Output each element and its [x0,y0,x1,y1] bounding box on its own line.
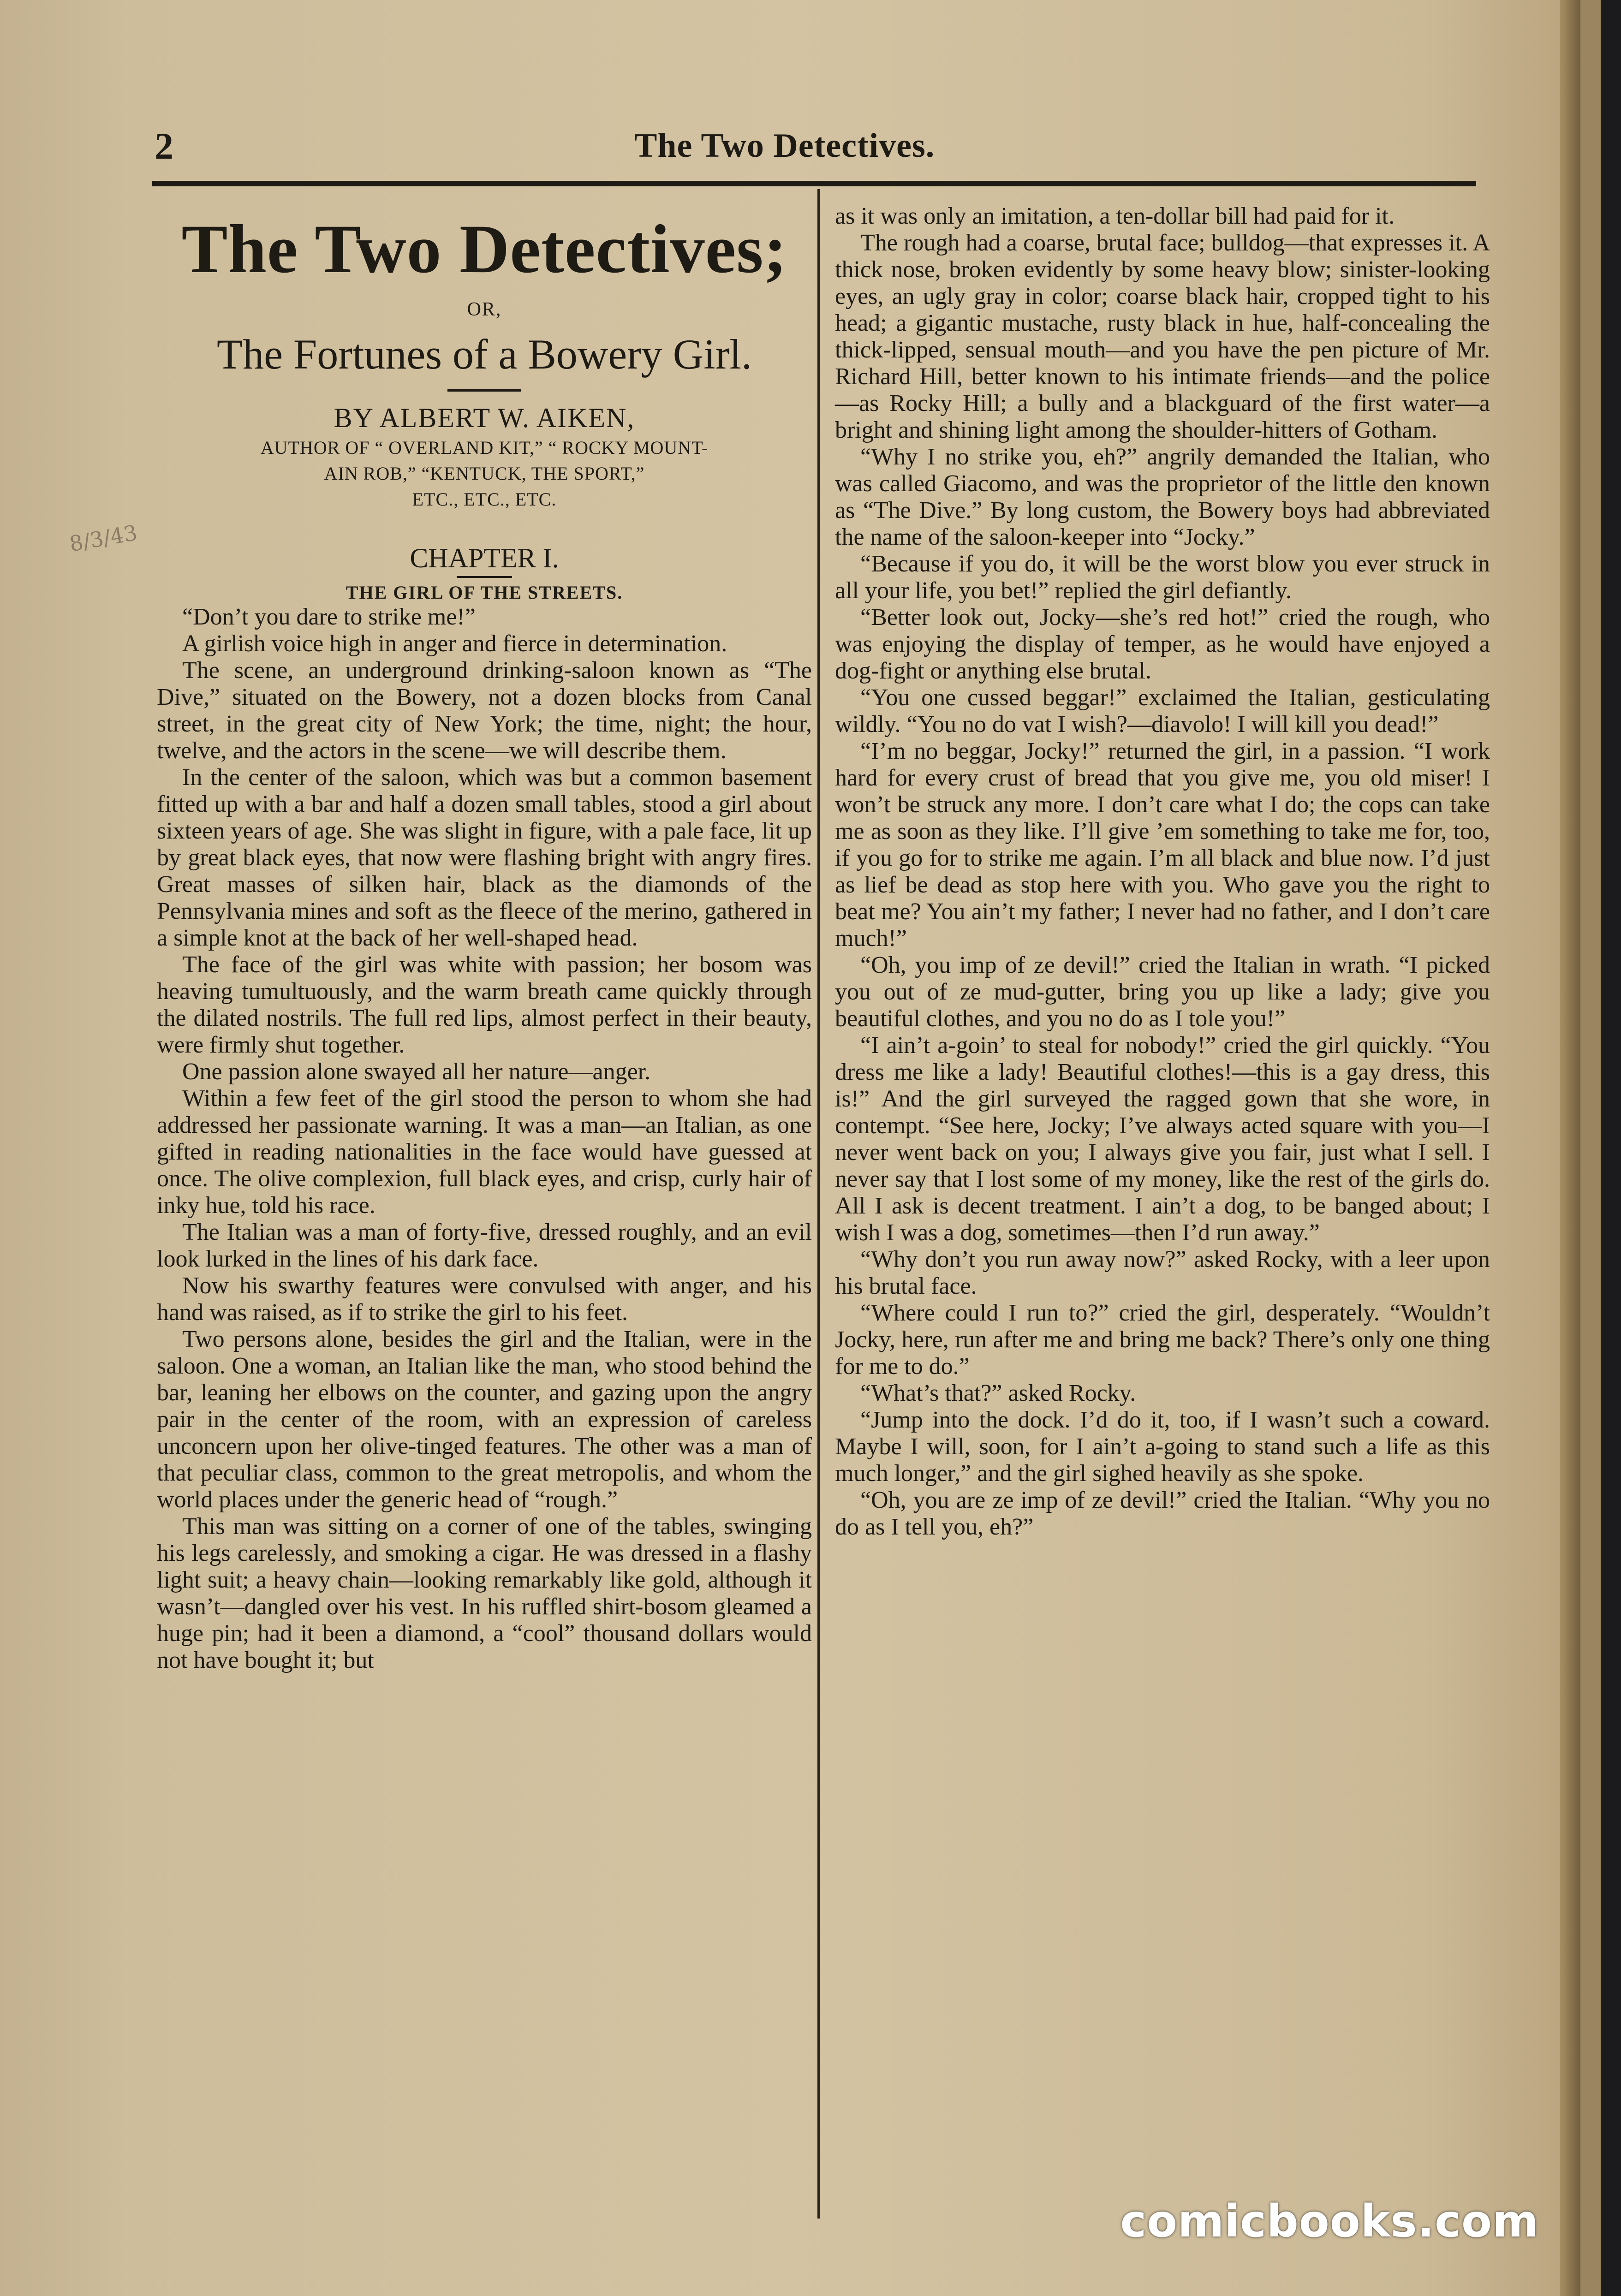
paragraph: Two persons alone, besides the girl and the Italian, were in the saloon. One a woman, an Italian like the man, who stood behind the bar, leaning her elbows on the counter, and gazing upon the angry pair in the center of the room, with an expression of careless unconcern upon her olive-tinged features. The other was a man of that peculiar class, common to the great metropolis, and whom the world places under the generic head of “rough.” [157,1326,812,1513]
paragraph: “Don’t you dare to strike me!” [182,604,476,630]
paragraph: The face of the girl was white with passion; her bosom was heaving tumultuously, and the warm breath came quickly through the dilated nostrils. The full red lips, almost perfect in their beauty, were firmly shut together. [157,952,812,1058]
paragraph: In the center of the saloon, which was but a common basement fitted up with a bar and half a dozen small tables, stood a girl about sixteen years of age. She was slight in figure, with a pale face, lit up by great black eyes, that now were flashing bright with angry fires. Great masses of silken hair, black as the diamonds of the Pennsylvania mines and soft as the fleece of the merino, gathered in a simple knot at the back of her well-shaped head. [157,764,812,951]
page-number: 2 [155,125,173,167]
paragraph: A girlish voice high in anger and fierce in determination. [182,631,727,657]
paragraph: “Oh, you are ze imp of ze devil!” cried the Italian. “Why you no do as I tell you, eh?” [835,1487,1490,1540]
or-line: OR, [467,299,502,320]
paragraph: “I’m no beggar, Jocky!” returned the girl, in a passion. “I work hard for every crust of bread that you give me, you old miser! I won’t be struck any more. I don’t care what I do; the cops can take me as soon as they like. I’ll give ’em something to take me for, too, if you go for to strike me again. I’m all black and blue now. I’d just as lief be dead as stop here with you. Who gave you the right to beat me? You ain’t my father; I never had no father, and I don’t care much!” [835,738,1490,952]
chapter-rule [457,576,512,578]
page-header [155,125,1474,175]
paragraph: “Where could I run to?” cried the girl, desperately. “Wouldn’t Jocky, here, run after me and bring me back? There’s only one thing for me to do.” [835,1300,1490,1380]
author-note-3: ETC., ETC., ETC. [412,489,557,510]
paragraph: “Oh, you imp of ze devil!” cried the Italian in wrath. “I picked you out of ze mud-gutter, bring you up like a lady; give you beautiful clothes, and you no do as I tole you!” [835,952,1490,1032]
byline: BY ALBERT W. AIKEN, [334,403,635,433]
paragraph: The scene, an underground drinking-saloon known as “The Dive,” situated on the Bowery, not a dozen blocks from Canal street, in the great city of New York; the time, night; the hour, twelve, and the actors in the scene—we will describe them. [157,657,812,764]
left-column [157,203,812,1674]
paragraph: “Because if you do, it will be the worst blow you ever struck in all your life, you bet!” replied the girl defiantly. [835,551,1490,604]
story-title: The Two Detectives; [181,211,787,287]
column-divider [817,189,820,2219]
header-rule [152,181,1476,186]
paragraph: The Italian was a man of forty-five, dressed roughly, and an evil look lurked in the lines of his dark face. [157,1219,812,1272]
paragraph: as it was only an imitation, a ten-dollar bill had paid for it. [835,203,1395,229]
paragraph: “Why I no strike you, eh?” angrily demanded the Italian, who was called Giacomo, and was the proprietor of the little den known as “The Dive.” By long custom, the Bowery boys had abbreviated the name of the saloon-keeper into “Jocky.” [835,444,1490,550]
running-title: The Two Detectives. [634,127,935,165]
story-subtitle: The Fortunes of a Bowery Girl. [217,331,752,378]
chapter-subtitle: THE GIRL OF THE STREETS. [346,582,623,603]
author-note-2: AIN ROB,” “KENTUCK, THE SPORT,” [324,463,645,484]
paragraph: This man was sitting on a corner of one of the tables, swinging his legs carelessly, and smoking a cigar. He was dressed in a flashy light suit; a heavy chain—looking remarkably like gold, although it wasn’t—dangled over his vest. In his ruffled shirt-bosom gleamed a huge pin; had it been a diamond, a “cool” thousand dollars would not have bought it; but [157,1513,812,1673]
watermark: comicbooks.com [1120,2195,1539,2247]
paragraph: “What’s that?” asked Rocky. [860,1380,1136,1406]
chapter-heading: CHAPTER I. [410,543,559,573]
title-block [157,212,812,604]
paragraph: Within a few feet of the girl stood the person to whom she had addressed her passionate warning. It was a man—an Italian, as one gifted in reading nationalities in the face would have guessed at once. The olive complexion, full black eyes, and crisp, curly hair of inky hue, told his race. [157,1085,812,1219]
paragraph: “Why don’t you run away now?” asked Rocky, with a leer upon his brutal face. [835,1246,1490,1299]
paragraph: “You one cussed beggar!” exclaimed the Italian, gesticulating wildly. “You no do vat I wish?—diavolo! I will kill you dead!” [835,684,1490,738]
page-edge [1560,0,1580,2296]
paragraph: Now his swarthy features were convulsed with anger, and his hand was raised, as if to strike the girl to his feet. [157,1273,812,1326]
author-note-1: AUTHOR OF “ OVERLAND KIT,” “ ROCKY MOUNT- [260,437,709,458]
paragraph: “Better look out, Jocky—she’s red hot!” cried the rough, who was enjoying the display of temper, as he would have enjoyed a dog-fight or anything else brutal. [835,604,1490,684]
handwritten-annotation: 8/3/43 [67,520,139,557]
paragraph: “I ain’t a-goin’ to steal for nobody!” cried the girl quickly. “You dress me like a lady! Beautiful clothes!—this is a gay dress, this is!” And the girl surveyed the ragged gown that she wore, in contempt. “See here, Jocky; I’ve always acted square with you—I never went back on you; I always give you fair, just what I sell. I never say that I lost some of my money, like the rest of the girls do. All I ask is decent treatment. I ain’t a dog, to be banged about; I wish I was a dog, sometimes—then I’d run away.” [835,1032,1490,1246]
paragraph: One passion alone swayed all her nature—anger. [182,1059,651,1085]
right-column [835,203,1490,1541]
paragraph: The rough had a coarse, brutal face; bulldog—that expresses it. A thick nose, broken evidently by some heavy blow; sinister-looking eyes, an ugly gray in color; coarse black hair, cropped tight to his head; a gigantic mustache, rusty black in hue, half-concealing the thick-lipped, sensual mouth—and you have the pen picture of Mr. Richard Hill, better known to his intimate friends—and the police—as Rocky Hill; a bully and a blackguard of the first water—a bright and shining light among the shoulder-hitters of Gotham. [835,230,1490,443]
paragraph: “Jump into the dock. I’d do it, too, if I wasn’t such a coward. Maybe I will, soon, for I ain’t a-going to stand such a life as this much longer,” and the girl sighed heavily as she spoke. [835,1407,1490,1487]
title-rule [447,389,521,392]
